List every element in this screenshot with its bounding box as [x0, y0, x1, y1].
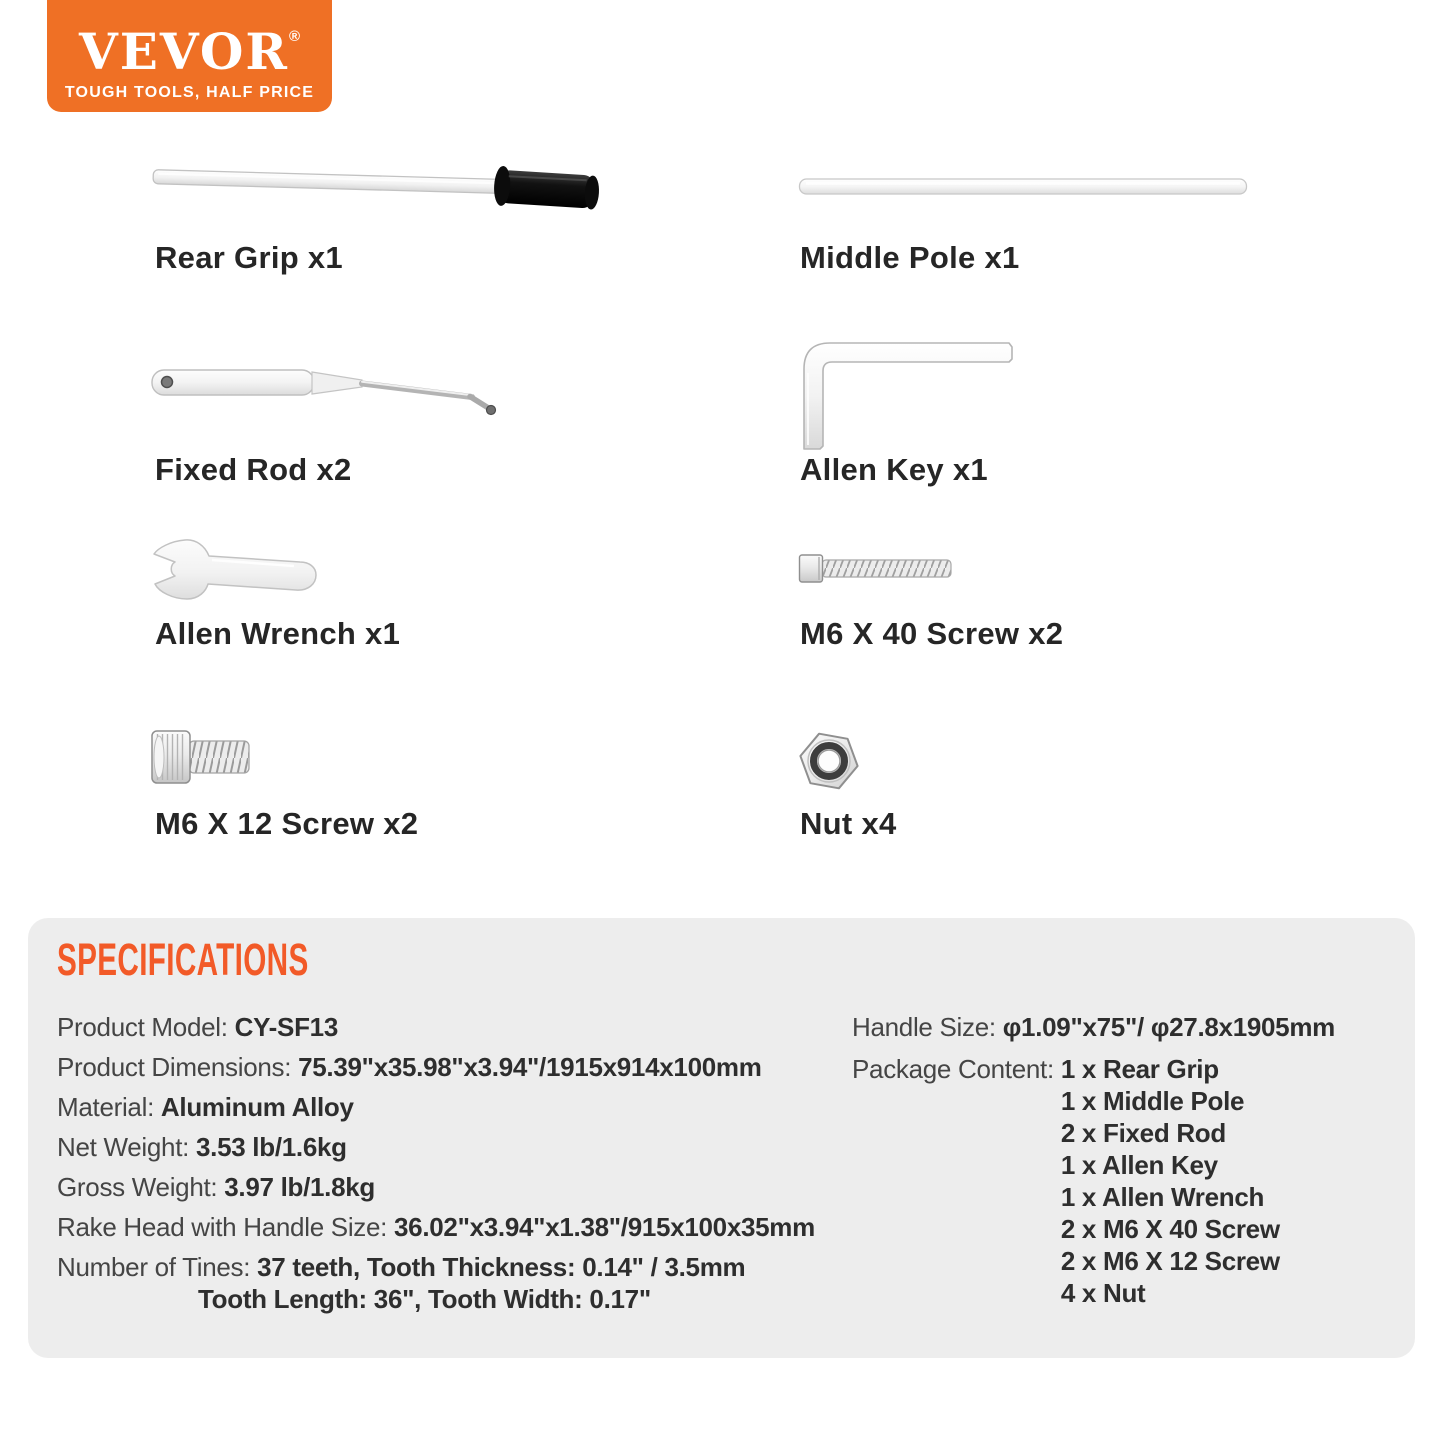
- spec-label: Handle Size:: [852, 1012, 1003, 1042]
- spec-row-tooth-length: [57, 1285, 847, 1313]
- part-label-allen-wrench: Allen Wrench x1: [155, 616, 401, 651]
- rear-grip-image: [150, 158, 610, 220]
- m6x40-screw-image: [798, 550, 963, 588]
- specifications-title: SPECIFICATIONS: [57, 934, 309, 985]
- spec-label: Product Model:: [57, 1012, 235, 1042]
- spec-row-gross-weight: [57, 1173, 847, 1201]
- spec-value: 75.39"x35.98"x3.94"/1915x914x100mm: [298, 1052, 762, 1082]
- spec-value: 3.53 lb/1.6kg: [195, 1132, 347, 1162]
- package-item: 2 x Fixed Rod: [1060, 1118, 1226, 1148]
- package-item: 1 x Allen Wrench: [1060, 1182, 1265, 1212]
- spec-row-material: [57, 1093, 847, 1121]
- spec-label: Product Dimensions:: [57, 1052, 299, 1082]
- part-label-middle-pole: Middle Pole x1: [800, 240, 1020, 275]
- spec-value: 37 teeth, Tooth Thickness: 0.14" / 3.5mm: [257, 1252, 746, 1282]
- spec-row-rake-head-size: [57, 1213, 847, 1241]
- registered-trademark-icon: ®: [288, 28, 300, 45]
- middle-pole-image: [798, 176, 1248, 198]
- spec-label: Package Content:: [852, 1054, 1061, 1084]
- part-label-fixed-rod: Fixed Rod x2: [155, 452, 352, 487]
- part-label-m6x40-screw: M6 X 40 Screw x2: [800, 616, 1064, 651]
- spec-value: 36.02"x3.94"x1.38"/915x100x35mm: [394, 1212, 815, 1242]
- allen-key-image: [793, 333, 1023, 453]
- spec-row-net-weight: [57, 1133, 847, 1161]
- vevor-wordmark: [79, 12, 300, 81]
- specifications-right-column: [852, 1013, 1412, 1309]
- package-item: 1 x Allen Key: [1060, 1150, 1218, 1180]
- package-item: 4 x Nut: [1060, 1278, 1146, 1308]
- nut-image: [798, 730, 860, 792]
- package-item: 2 x M6 X 12 Screw: [1060, 1246, 1280, 1276]
- vevor-tagline: TOUGH TOOLS, HALF PRICE: [64, 84, 315, 101]
- spec-row-product-dimensions: [57, 1053, 847, 1081]
- vevor-logo-text: VEVOR: [79, 22, 289, 81]
- spec-value: φ1.09"x75"/ φ27.8x1905mm: [1002, 1012, 1335, 1042]
- spec-value: 3.97 lb/1.8kg: [224, 1172, 376, 1202]
- vevor-logo: [47, 0, 332, 112]
- m6x12-screw-image: [150, 726, 255, 788]
- spec-label: Material:: [57, 1092, 161, 1122]
- spec-value: CY-SF13: [234, 1012, 338, 1042]
- spec-row-number-of-tines: [57, 1253, 847, 1281]
- spec-row-package-content: [852, 1053, 1412, 1309]
- spec-row-product-model: [57, 1013, 847, 1041]
- part-label-nut: Nut x4: [800, 806, 897, 841]
- package-item: 1 x Rear Grip: [1060, 1054, 1219, 1084]
- package-item: 2 x M6 X 40 Screw: [1060, 1214, 1280, 1244]
- package-content-list: [1061, 1053, 1280, 1309]
- specifications-left-column: [57, 1013, 847, 1325]
- spec-label: Gross Weight:: [57, 1172, 225, 1202]
- spec-value: Aluminum Alloy: [160, 1092, 354, 1122]
- spec-value: Tooth Length: 36", Tooth Width: 0.17": [198, 1284, 651, 1314]
- specifications-panel: [28, 918, 1415, 1358]
- spec-row-handle-size: [852, 1013, 1412, 1041]
- spec-label: Rake Head with Handle Size:: [57, 1212, 395, 1242]
- spec-label: Number of Tines:: [57, 1252, 258, 1282]
- part-label-allen-key: Allen Key x1: [800, 452, 988, 487]
- package-item: 1 x Middle Pole: [1060, 1086, 1245, 1116]
- part-label-rear-grip: Rear Grip x1: [155, 240, 343, 275]
- allen-wrench-image: [150, 538, 322, 602]
- fixed-rod-image: [150, 360, 500, 420]
- part-label-m6x12-screw: M6 X 12 Screw x2: [155, 806, 419, 841]
- spec-label: Net Weight:: [57, 1132, 196, 1162]
